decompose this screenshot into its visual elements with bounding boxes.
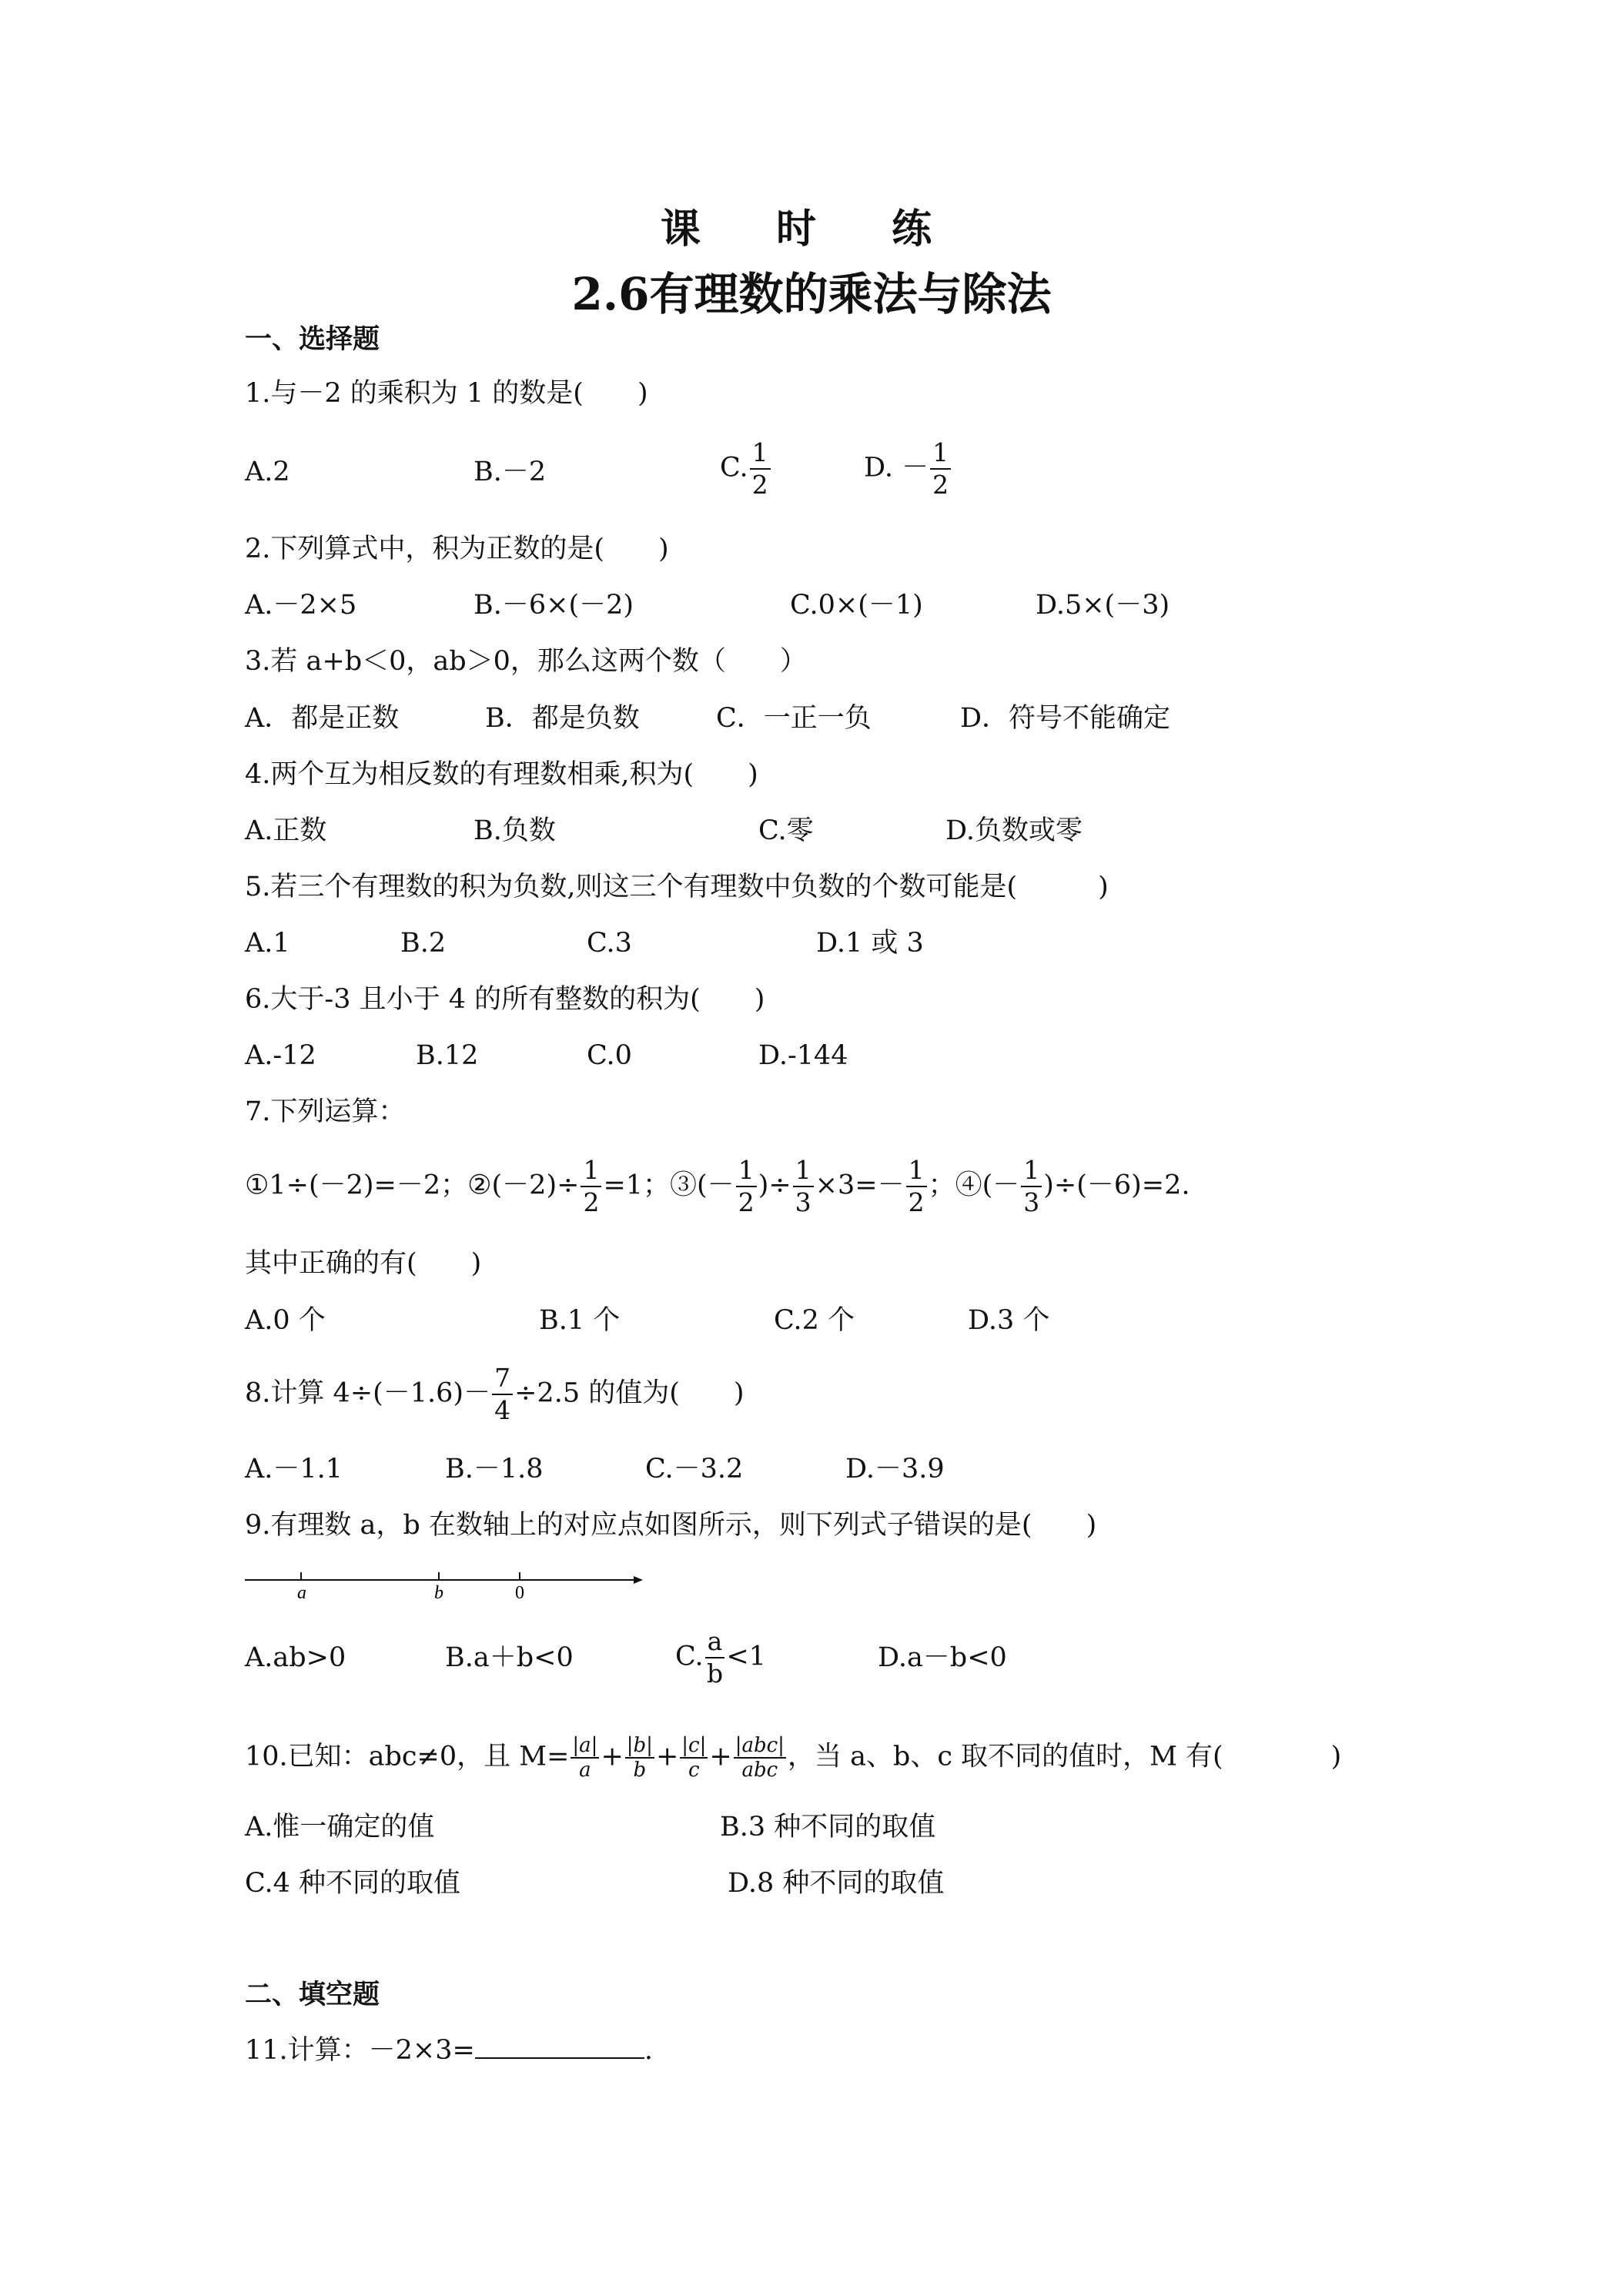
q1-option-a: A.2 [245, 457, 290, 487]
q10-stem-pre: 10.已知：abc≠0，且 M= [245, 1741, 570, 1772]
q10-term-c [680, 1734, 708, 1782]
q5-option-c: C.3 [587, 928, 632, 959]
q9-option-c [675, 1626, 766, 1689]
q11-stem-pre: 11.计算：－2×3= [245, 2035, 475, 2066]
q2-option-c: C.0×(－1) [790, 590, 923, 621]
fraction-denominator: 2 [908, 1187, 925, 1217]
fraction-numerator: 1 [793, 1155, 814, 1187]
q7-fraction [1021, 1155, 1042, 1218]
q6-option-d: D.-144 [758, 1040, 848, 1071]
q2-option-a: A.－2×5 [245, 590, 357, 621]
fraction-numerator: |c| [681, 1734, 707, 1757]
q9-option-b: B.a＋b<0 [445, 1642, 574, 1673]
label-a: a [297, 1583, 306, 1603]
q8-option-c: C.－3.2 [645, 1454, 744, 1484]
q10-option-d: D.8 种不同的取值 [728, 1868, 945, 1899]
q10-term-abc [734, 1734, 786, 1782]
q7-expr-part: ①1÷(－2)=－2；②(－2)÷ [245, 1170, 580, 1201]
q10-stem [245, 1734, 1341, 1782]
label-zero: 0 [515, 1583, 524, 1603]
q1-option-c-fraction [750, 437, 771, 500]
q7-fraction [581, 1155, 601, 1218]
plus-sign: + [709, 1741, 732, 1772]
q3-option-c: C．一正一负 [716, 703, 872, 734]
q7-option-a: A.0 个 [245, 1305, 326, 1336]
fraction-numerator: |abc| [735, 1734, 785, 1757]
fraction-numerator: 1 [750, 437, 771, 470]
q4-option-b: B.负数 [474, 815, 556, 846]
section-fill-heading: 二、填空题 [245, 1979, 380, 2010]
fraction-numerator: 1 [930, 437, 951, 470]
fraction-denominator: b [706, 1658, 724, 1689]
q6-option-b: B.12 [416, 1040, 479, 1071]
q10-option-b: B.3 种不同的取值 [720, 1812, 936, 1842]
q1-option-d [864, 437, 952, 500]
q8-option-d: D.－3.9 [845, 1454, 945, 1484]
q7-option-b: B.1 个 [539, 1305, 621, 1336]
q4-option-c: C.零 [758, 815, 814, 846]
fraction-numerator: |b| [626, 1734, 653, 1757]
q8-fraction [492, 1363, 513, 1426]
number-line-figure [245, 1563, 645, 1609]
q1-option-b: B.－2 [474, 457, 547, 487]
fraction-numerator: |a| [572, 1734, 598, 1757]
fraction-denominator: 2 [583, 1187, 600, 1217]
q7-expr-part: )÷(－6)=2. [1043, 1170, 1190, 1201]
q7-fraction [793, 1155, 814, 1218]
fraction-denominator: 2 [932, 470, 949, 500]
q8-stem [245, 1363, 745, 1426]
worksheet-title: 课 时 练 [660, 206, 963, 253]
number-line-arrow [634, 1576, 643, 1584]
label-b: b [434, 1583, 443, 1603]
fraction-denominator: 3 [795, 1187, 812, 1217]
q1-option-c-prefix: C. [720, 452, 748, 484]
q6-option-a: A.-12 [245, 1040, 316, 1071]
fraction-numerator: 7 [492, 1363, 513, 1395]
q6-stem: 6.大于-3 且小于 4 的所有整数的积为( ) [245, 984, 765, 1015]
q9-option-c-post: <1 [726, 1641, 766, 1672]
plus-sign: + [655, 1741, 679, 1772]
q4-stem: 4.两个互为相反数的有理数相乘,积为( ) [245, 759, 758, 790]
answer-blank[interactable] [475, 2034, 644, 2059]
q7-expr-part: ；④(－ [928, 1170, 1020, 1201]
q7-expr-part: )÷ [758, 1170, 791, 1201]
q9-stem: 9.有理数 a，b 在数轴上的对应点如图所示，则下列式子错误的是( ) [245, 1510, 1097, 1541]
fraction-denominator: c [688, 1759, 700, 1782]
q5-option-b: B.2 [400, 928, 447, 959]
q7-expressions [245, 1155, 1190, 1218]
q1-option-c [720, 437, 772, 500]
q7-fraction [736, 1155, 757, 1218]
fraction-denominator: b [633, 1759, 647, 1782]
q7-fraction [906, 1155, 927, 1218]
fraction-numerator: 1 [906, 1155, 927, 1187]
q10-stem-post: ，当 a、b、c 取不同的值时，M 有( ) [787, 1741, 1342, 1772]
q11-stem [245, 2034, 653, 2067]
fraction-numerator: 1 [581, 1155, 601, 1187]
q10-option-a: A.惟一确定的值 [245, 1812, 435, 1842]
q7-tail: 其中正确的有( ) [245, 1248, 482, 1279]
q5-stem: 5.若三个有理数的积为负数,则这三个有理数中负数的个数可能是( ) [245, 872, 1109, 902]
fraction-denominator: 2 [751, 470, 768, 500]
section-choice-heading: 一、选择题 [245, 323, 380, 355]
q7-option-c: C.2 个 [774, 1305, 855, 1336]
q8-option-b: B.－1.8 [445, 1454, 544, 1484]
q8-stem-pre: 8.计算 4÷(－1.6)－ [245, 1377, 491, 1409]
q4-option-a: A.正数 [245, 815, 327, 846]
fraction-denominator: 3 [1023, 1187, 1040, 1217]
q7-option-d: D.3 个 [968, 1305, 1050, 1336]
fraction-denominator: a [579, 1759, 591, 1782]
q2-option-b: B.－6×(－2) [474, 590, 634, 621]
q10-option-c: C.4 种不同的取值 [245, 1868, 461, 1899]
q10-term-a [571, 1734, 599, 1782]
q6-option-c: C.0 [587, 1040, 632, 1071]
q2-stem: 2.下列算式中，积为正数的是( ) [245, 534, 669, 564]
fraction-denominator: abc [741, 1759, 778, 1782]
fraction-numerator: 1 [736, 1155, 757, 1187]
lesson-title: 2.6有理数的乘法与除法 [571, 268, 1052, 320]
q9-option-a: A.ab>0 [245, 1642, 346, 1673]
q9-option-c-fraction [705, 1626, 725, 1689]
q3-option-a: A．都是正数 [245, 703, 400, 734]
fraction-denominator: 2 [738, 1187, 755, 1217]
q3-option-b: B．都是负数 [485, 703, 640, 734]
q9-option-c-prefix: C. [675, 1641, 704, 1672]
q4-option-d: D.负数或零 [945, 815, 1083, 846]
q8-option-a: A.－1.1 [245, 1454, 343, 1484]
q5-option-a: A.1 [245, 928, 290, 959]
fraction-denominator: 4 [494, 1395, 511, 1425]
q1-option-d-prefix: D. － [864, 452, 929, 484]
q1-option-d-fraction [930, 437, 951, 500]
q7-expr-part: ×3=－ [815, 1170, 905, 1201]
fraction-numerator: 1 [1021, 1155, 1042, 1187]
q7-expr-part: =1；③(－ [603, 1170, 735, 1201]
plus-sign: + [601, 1741, 624, 1772]
q3-stem: 3.若 a+b＜0，ab＞0，那么这两个数（ ） [245, 646, 807, 677]
q2-option-d: D.5×(－3) [1036, 590, 1170, 621]
q8-stem-post: ÷2.5 的值为( ) [514, 1377, 745, 1409]
q7-stem: 7.下列运算： [245, 1096, 406, 1127]
fraction-numerator: a [705, 1626, 725, 1658]
q10-term-b [625, 1734, 654, 1782]
q1-stem: 1.与－2 的乘积为 1 的数是( ) [245, 378, 648, 409]
q9-option-d: D.a－b<0 [878, 1642, 1007, 1673]
q3-option-d: D．符号不能确定 [960, 703, 1171, 734]
q11-stem-post: . [644, 2035, 653, 2066]
q5-option-d: D.1 或 3 [816, 928, 924, 959]
